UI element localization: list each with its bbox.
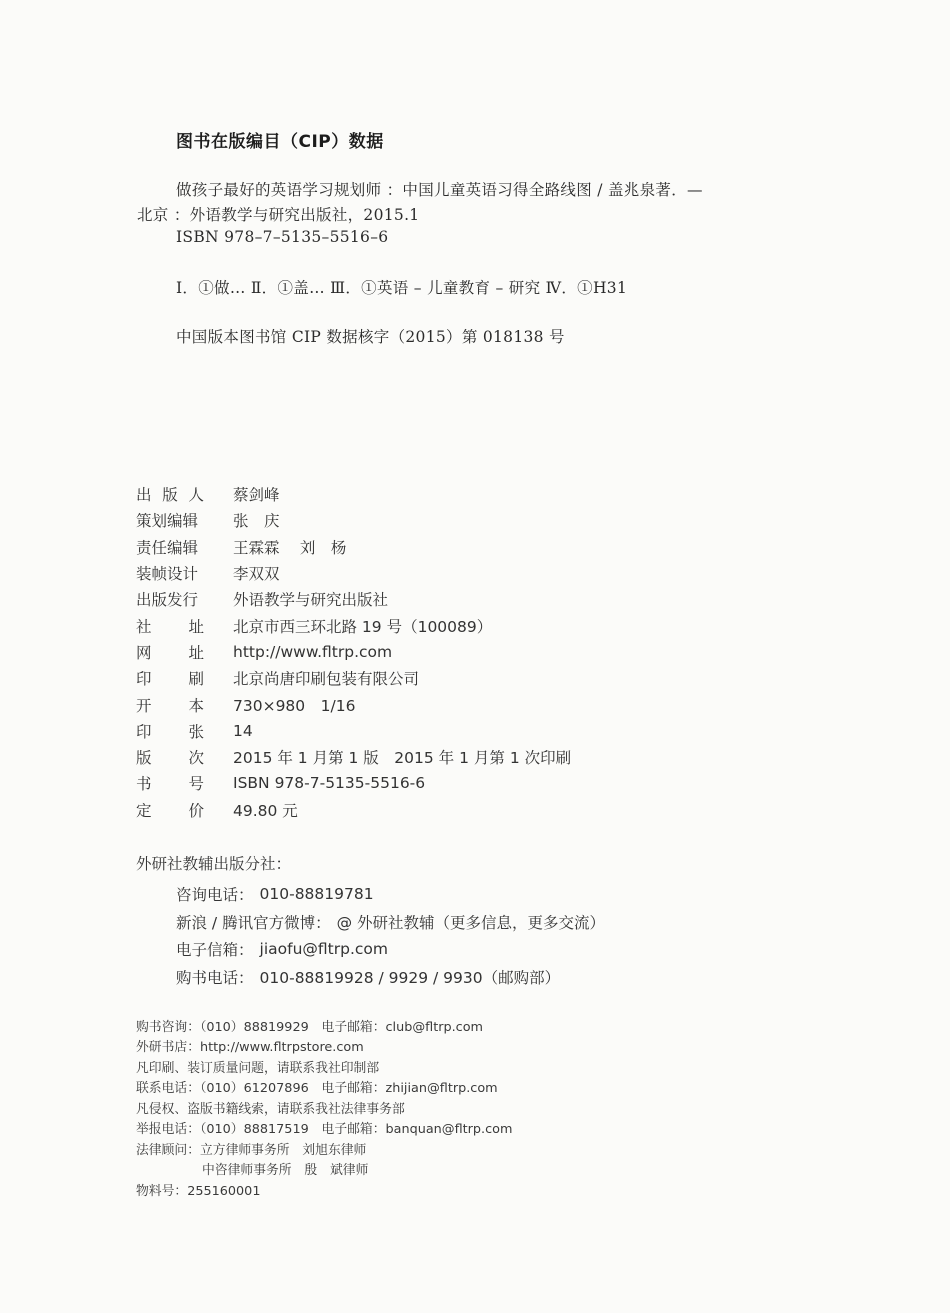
imprint-value: 730×980 1/16: [233, 696, 356, 715]
imprint-value: 王霖霖 刘 杨: [233, 538, 347, 557]
footer-contacts: [136, 1015, 512, 1200]
imprint-label: 印 张: [136, 722, 204, 741]
imprint-row: [136, 691, 571, 717]
branch-value: 010-88819928 / 9929 / 9930（邮购部）: [259, 969, 561, 988]
imprint-label: 策划编辑: [136, 512, 199, 531]
imprint-label: 社 址: [136, 617, 204, 636]
imprint-row: [136, 770, 571, 796]
footer-row: 中咨律师事务所 殷 斌律师: [202, 1163, 369, 1179]
branch-label: 咨询电话：: [176, 885, 254, 904]
footer-row: 凡侵权、盗版书籍线索，请联系我社法律事务部: [136, 1101, 405, 1117]
footer-row: 法律顾问：立方律师事务所 刘旭东律师: [136, 1142, 367, 1158]
branch-label: 新浪 / 腾讯官方微博：: [176, 913, 331, 932]
cip-isbn-line: ISBN 978–7–5135–5516–6: [176, 228, 389, 246]
branch-row: [176, 963, 605, 991]
imprint-value: 蔡剑峰: [233, 486, 280, 505]
imprint-row: [136, 481, 571, 507]
imprint-value: 2015 年 1 月第 1 版 2015 年 1 月第 1 次印刷: [233, 749, 572, 768]
imprint-label: 网 址: [136, 643, 204, 662]
branch-value: 010-88819781: [259, 884, 374, 903]
imprint-label: 定 价: [136, 801, 204, 820]
imprint-value: 外语教学与研究出版社: [233, 591, 389, 610]
branch-email: jiaofu@fltrp.com: [259, 940, 388, 959]
branch-row: [176, 880, 605, 908]
imprint-row: [136, 612, 571, 638]
footer-row: 购书咨询：（010）88819929 电子邮箱：club@fltrp.com: [136, 1019, 484, 1035]
cip-heading: 图书在版编目（CIP）数据: [176, 132, 384, 152]
cip-title-line: 做孩子最好的英语学习规划师 ：中国儿童英语习得全路线图 / 盖兆泉著．—: [176, 181, 703, 199]
imprint-label: 版 次: [136, 749, 204, 768]
material-number: 物料号：255160001: [136, 1183, 261, 1199]
imprint-price: 49.80 元: [233, 801, 298, 820]
footer-row: 联系电话：（010）61207896 电子邮箱：zhijian@fltrp.com: [136, 1081, 498, 1097]
imprint-row: [136, 797, 571, 823]
imprint-value: 李双双: [233, 565, 280, 584]
imprint-label: 开 本: [136, 696, 204, 715]
branch-label: 购书电话：: [176, 969, 254, 988]
imprint-table: [136, 481, 571, 823]
cip-publisher-line: 北京 ：外语教学与研究出版社，2015.1: [137, 206, 420, 224]
imprint-row: [136, 744, 571, 770]
imprint-value: 张 庆: [233, 512, 280, 531]
imprint-row: [136, 665, 571, 691]
footer-row: 凡印刷、装订质量问题，请联系我社印制部: [136, 1060, 380, 1076]
imprint-label: 装帧设计: [136, 565, 199, 584]
footer-row: 外研书店：http://www.fltrpstore.com: [136, 1040, 364, 1056]
imprint-row: [136, 639, 571, 665]
imprint-label: 出 版 人: [136, 486, 204, 505]
branch-label: 电子信箱：: [176, 941, 254, 960]
imprint-row: [136, 534, 571, 560]
imprint-row: [136, 718, 571, 744]
branch-value: @ 外研社教辅（更多信息，更多交流）: [336, 913, 606, 932]
imprint-label: 责任编辑: [136, 538, 199, 557]
imprint-label: 出版发行: [136, 591, 199, 610]
branch-row: [176, 908, 605, 936]
imprint-row: [136, 586, 571, 612]
branch-title: 外研社教辅出版分社：: [136, 855, 292, 873]
imprint-value: 14: [233, 721, 253, 740]
imprint-label: 书 号: [136, 775, 204, 794]
branch-row: [176, 936, 605, 964]
imprint-value: ISBN 978-7-5135-5516-6: [233, 774, 426, 793]
cip-library-line: 中国版本图书馆 CIP 数据核字（2015）第 018138 号: [176, 328, 565, 346]
imprint-row: [136, 560, 571, 586]
imprint-label: 印 刷: [136, 670, 204, 689]
imprint-value: 北京尚唐印刷包装有限公司: [233, 670, 420, 689]
imprint-website: http://www.fltrp.com: [233, 642, 393, 661]
imprint-row: [136, 507, 571, 533]
footer-row: 举报电话：（010）88817519 电子邮箱：banquan@fltrp.com: [136, 1122, 513, 1138]
imprint-value: 北京市西三环北路 19 号（100089）: [233, 617, 493, 636]
branch-contacts: [176, 880, 605, 991]
cip-classification-line: Ⅰ．①做… Ⅱ．①盖… Ⅲ．①英语 – 儿童教育 – 研究 Ⅳ．①H31: [176, 279, 628, 297]
